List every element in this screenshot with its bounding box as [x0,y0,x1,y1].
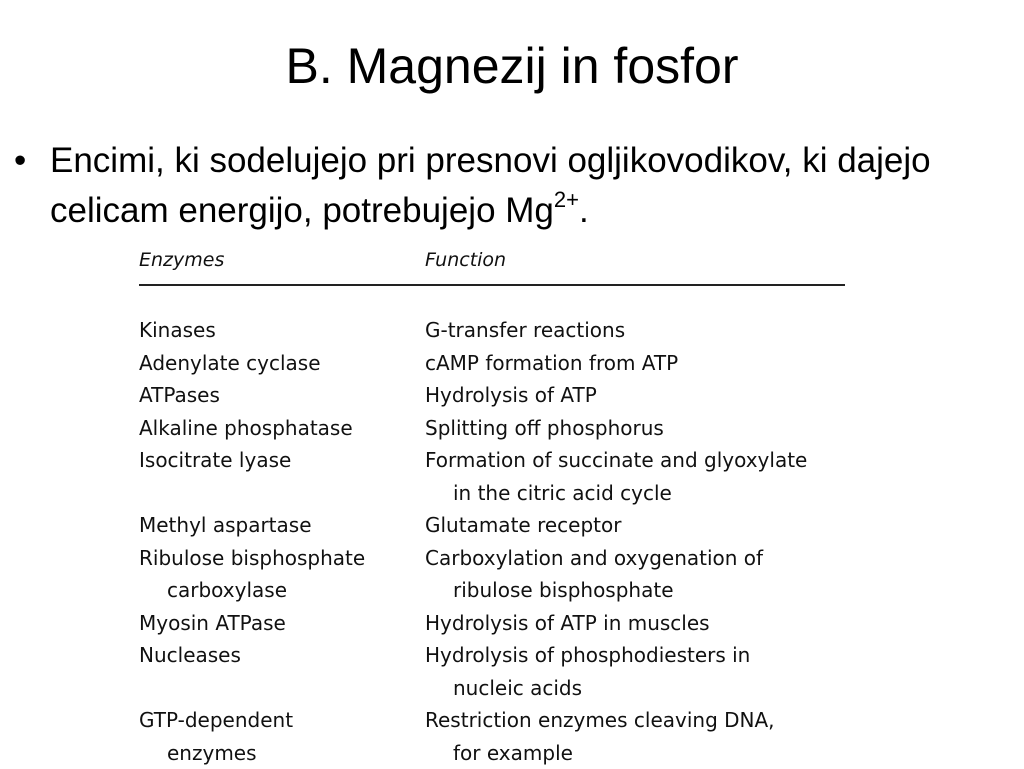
enzyme-line: Methyl aspartase [139,509,425,542]
enzyme-line: Nucleases [139,639,425,672]
function-line: G-transfer reactions [425,314,849,347]
enzyme-table [139,244,849,769]
function-line: cAMP formation from ATP [425,347,849,380]
function-line: Restriction enzymes cleaving DNA, [425,704,849,737]
enzyme-line: carboxylase [139,574,425,607]
enzyme-line [139,477,425,510]
header-function: Function [425,249,506,271]
enzyme-line: Myosin ATPase [139,607,425,640]
enzyme-cell [139,412,425,445]
function-cell [425,379,849,412]
bullet-text-main: Encimi, ki sodelujejo pri presnovi ogljikovodikov, ki dajejo celicam energijo, potrebujejo Mg [50,141,931,230]
function-line: Carboxylation and oxygenation of [425,542,849,575]
table-row [139,314,849,347]
function-line: ribulose bisphosphate [425,574,849,607]
table-row [139,379,849,412]
enzyme-line: Isocitrate lyase [139,444,425,477]
enzyme-cell [139,607,425,640]
table-row [139,444,849,509]
header-enzymes: Enzymes [139,249,425,271]
table-row [139,607,849,640]
function-line: nucleic acids [425,672,849,705]
enzyme-cell [139,444,425,509]
function-cell [425,639,849,704]
enzyme-line: enzymes [139,737,425,769]
function-line: in the citric acid cycle [425,477,849,510]
bullet-text [50,136,1004,236]
table-row [139,542,849,607]
bullet-marker: • [14,136,26,186]
function-cell [425,509,849,542]
enzyme-line: Alkaline phosphatase [139,412,425,445]
function-line: for example [425,737,849,769]
table-body [139,314,849,769]
header-divider [139,284,845,286]
function-line: Hydrolysis of ATP [425,379,849,412]
function-line: Formation of succinate and glyoxylate [425,444,849,477]
enzyme-line: Ribulose bisphosphate [139,542,425,575]
slide-title: B. Magnezij in fosfor [0,34,1024,98]
function-cell [425,607,849,640]
enzyme-line [139,672,425,705]
table-row [139,347,849,380]
enzyme-cell [139,379,425,412]
enzyme-cell [139,542,425,607]
enzyme-line: Kinases [139,314,425,347]
enzyme-line: Adenylate cyclase [139,347,425,380]
enzyme-cell [139,314,425,347]
function-line: Hydrolysis of ATP in muscles [425,607,849,640]
function-cell [425,347,849,380]
bullet-point [14,136,1004,236]
bullet-text-tail: . [579,191,589,230]
function-line: Splitting off phosphorus [425,412,849,445]
function-cell [425,412,849,445]
enzyme-cell [139,347,425,380]
function-line: Hydrolysis of phosphodiesters in [425,639,849,672]
table-row [139,704,849,769]
enzyme-cell [139,509,425,542]
function-cell [425,314,849,347]
function-cell [425,704,849,769]
table-row [139,412,849,445]
table-row [139,639,849,704]
function-cell [425,444,849,509]
enzyme-line: GTP-dependent [139,704,425,737]
function-cell [425,542,849,607]
bullet-superscript: 2+ [554,187,579,212]
table-row [139,509,849,542]
enzyme-line: ATPases [139,379,425,412]
enzyme-cell [139,639,425,704]
table-header [139,244,849,276]
function-line: Glutamate receptor [425,509,849,542]
enzyme-cell [139,704,425,769]
